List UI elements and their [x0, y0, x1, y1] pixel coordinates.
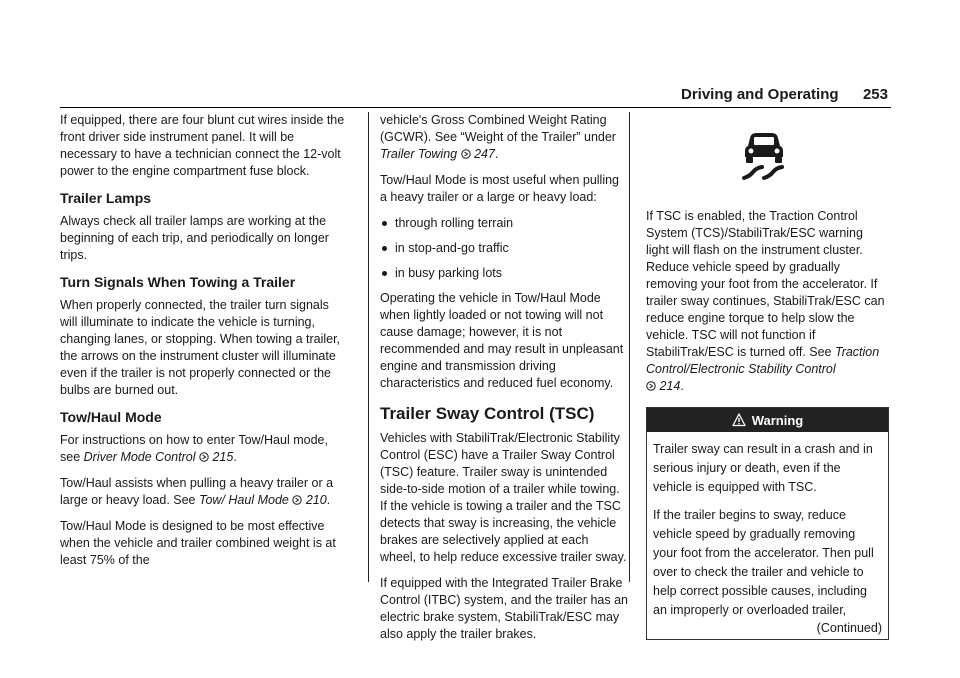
cross-reference-link[interactable]: Trailer Towing: [380, 147, 458, 161]
cross-reference-link[interactable]: Driver Mode Control: [83, 450, 196, 464]
paragraph: Vehicles with StabiliTrak/Electronic Stability Control (ESC) have a Trailer Sway Control (TSC) feature. Trailer sway is unintended side-to-side motion of a trailer while towing. If the vehicle is towing a trailer and the TSC detects that sway is increasing, the vehicle brakes are selectively applied at each wheel, to help reduce excessive trailer sway.: [380, 431, 627, 564]
warning-body: [647, 432, 888, 639]
bullet-list: [380, 215, 628, 282]
bullet-icon: [382, 221, 387, 226]
warning-paragraph: Trailer sway can result in a crash and in serious injury or death, even if the vehicle is equipped with TSC.: [653, 442, 873, 494]
bullet-icon: [382, 271, 387, 276]
bullet-icon: [382, 246, 387, 251]
heading-tow-haul: Tow/Haul Mode: [60, 409, 162, 425]
page-ref[interactable]: 210: [305, 493, 327, 507]
paragraph: Tow/Haul Mode is most useful when pulling a heavy trailer or a large or heavy load:: [380, 173, 620, 204]
list-item-text: in busy parking lots: [395, 266, 503, 280]
page-ref[interactable]: 214: [659, 379, 681, 393]
text-run: If TSC is enabled, the Traction Control System (TCS)/StabiliTrak/ESC warning light will flash on the instrument cluster. Reduce vehicle speed by gradually removing your foot from the accelerator. If trailer sway continues, StabiliTrak/ESC can reduce engine torque to help slow the vehicle. TSC will not function if StabiliTrak/ESC is turned off. See: [646, 209, 885, 359]
warning-header: [647, 408, 888, 432]
column-divider: [629, 112, 630, 582]
paragraph: When properly connected, the trailer turn signals will illuminate to indicate the vehicle is turning, changing lanes, or stopping. When towing a trailer, the arrows on the instrument cluster will illuminate even if the trailer is not properly connected or the bulbs are burned out.: [60, 298, 341, 397]
list-item-text: through rolling terrain: [395, 216, 514, 230]
list-item-text: in stop-and-go traffic: [395, 241, 509, 255]
column-1: [60, 112, 348, 578]
paragraph: For instructions on how to enter Tow/Haul mode, see Driver Mode Control 215.: [60, 433, 328, 464]
warning-paragraph: If the trailer begins to sway, reduce vehicle speed by gradually removing your foot from the accelerator. Then pull over to check the trailer and vehicle to help correct possible causes, including an improperly or overloaded trailer,: [653, 508, 874, 617]
text-run: Tow/Haul assists when pulling a heavy trailer or a large or heavy load. See: [60, 476, 334, 507]
paragraph: Tow/Haul assists when pulling a heavy trailer or a large or heavy load. See Tow/ Haul Mode 210.: [60, 476, 334, 507]
cross-reference-link[interactable]: Tow/ Haul Mode: [198, 493, 289, 507]
list-item: [380, 240, 628, 257]
cross-reference-link[interactable]: Traction Control/Electronic Stability Control: [646, 345, 880, 376]
page-ref-arrow-icon: [646, 381, 656, 391]
column-3: [646, 112, 889, 640]
header-divider: [60, 107, 891, 108]
text-run: For instructions on how to enter Tow/Haul mode, see: [60, 433, 328, 464]
list-item: [380, 215, 628, 232]
paragraph: If equipped with the Integrated Trailer Brake Control (ITBC) system, and the trailer has an electric brake system, StabiliTrak/ESC may also apply the trailer brakes.: [380, 576, 629, 641]
paragraph: If equipped, there are four blunt cut wires inside the front driver side instrument panel. It will be necessary to have a technician connect the 12-volt power to the engine compartment fuse block.: [60, 113, 345, 178]
paragraph: vehicle's Gross Combined Weight Rating (GCWR). See “Weight of the Trailer” under Trailer Towing 247.: [380, 113, 616, 161]
paragraph: If TSC is enabled, the Traction Control System (TCS)/StabiliTrak/ESC warning light will flash on the instrument cluster. Reduce vehicle speed by gradually removing your foot from the accelerator. If trailer sway continues, StabiliTrak/ESC can reduce engine torque to help slow the vehicle. TSC will not function if StabiliTrak/ESC is turned off. See Traction Control/Electronic Stability Control 214.: [646, 209, 885, 393]
page-ref-arrow-icon: [292, 495, 302, 505]
heading-trailer-lamps: Trailer Lamps: [60, 190, 152, 206]
warning-icon: [732, 413, 746, 427]
paragraph: Tow/Haul Mode is designed to be most effective when the vehicle and trailer combined weight is at least 75% of the: [60, 519, 336, 567]
text-run: vehicle's Gross Combined Weight Rating (GCWR). See “Weight of the Trailer” under: [380, 113, 616, 144]
paragraph: Always check all trailer lamps are working at the beginning of each trip, and periodically on longer trips.: [60, 214, 329, 262]
warning-title: Warning: [751, 412, 804, 428]
page-header: [681, 86, 888, 108]
continued-label: (Continued): [816, 621, 882, 635]
list-item: [380, 265, 628, 282]
paragraph: Operating the vehicle in Tow/Haul Mode when lightly loaded or not towing will not cause damage; however, it is not recommended and may result in unpleasant engine and transmission driving characteristics and reduced fuel economy.: [380, 291, 624, 390]
page-number: 253: [862, 86, 888, 103]
heading-turn-signals: Turn Signals When Towing a Trailer: [60, 274, 296, 290]
page-ref[interactable]: 247: [474, 147, 495, 161]
column-2: [380, 112, 628, 652]
traction-control-skid-icon: [740, 130, 788, 182]
page-ref-arrow-icon: [199, 452, 209, 462]
page-ref[interactable]: 215: [212, 450, 234, 464]
heading-trailer-sway-control: Trailer Sway Control (TSC): [380, 404, 595, 423]
column-divider: [368, 112, 369, 582]
warning-box: [646, 407, 889, 640]
section-title: Driving and Operating: [681, 86, 839, 103]
page-ref-arrow-icon: [461, 149, 471, 159]
